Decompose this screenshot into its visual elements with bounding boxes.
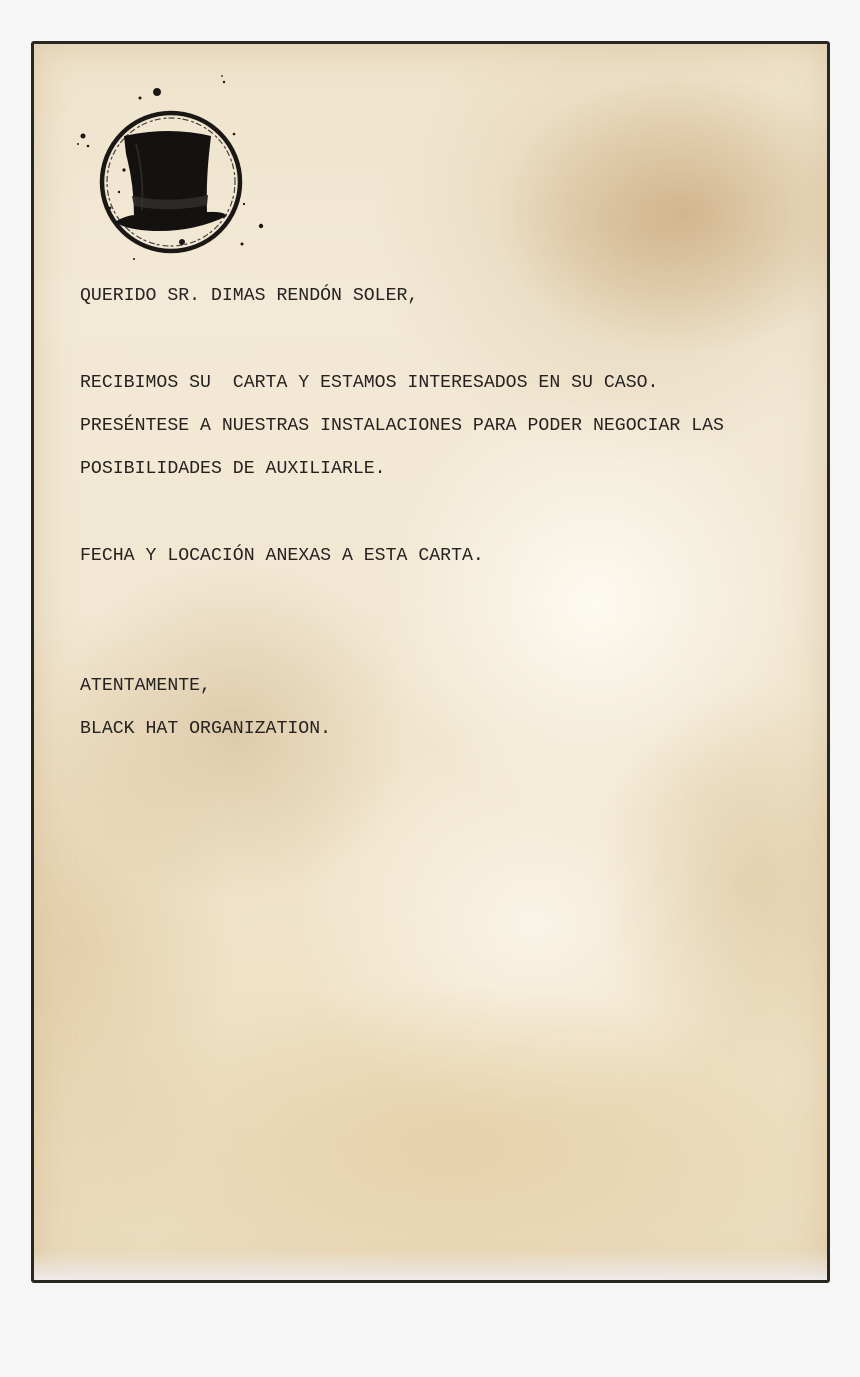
letter-closing: ATENTAMENTE, xyxy=(80,676,211,696)
top-hat-stamp-icon xyxy=(74,74,274,274)
letter-paragraph-line: RECIBIMOS SU CARTA Y ESTAMOS INTERESADOS EN SU CASO. xyxy=(80,373,659,393)
letter-greeting: QUERIDO SR. DIMAS RENDÓN SOLER, xyxy=(80,286,419,306)
letter-paper xyxy=(31,41,830,1283)
letter-paragraph-line: POSIBILIDADES DE AUXILIARLE. xyxy=(80,459,386,479)
letter-signature: BLACK HAT ORGANIZATION. xyxy=(80,719,332,739)
letter-note: FECHA Y LOCACIÓN ANEXAS A ESTA CARTA. xyxy=(80,546,484,566)
letter-paragraph-line: PRESÉNTESE A NUESTRAS INSTALACIONES PARA PODER NEGOCIAR LAS xyxy=(80,416,724,436)
